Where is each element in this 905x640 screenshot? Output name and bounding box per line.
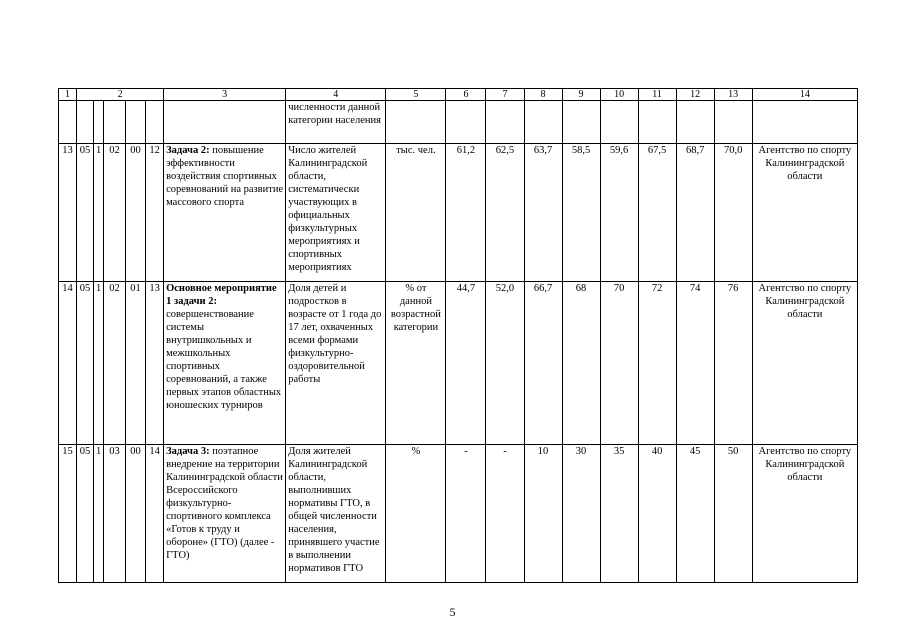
header-cell: 8	[524, 89, 562, 101]
value-cell: 74	[676, 282, 714, 445]
code-cell: 1	[94, 144, 104, 282]
code-cell: 13	[59, 144, 77, 282]
task-title: Задача 3:	[166, 446, 210, 457]
indicator-cell: Число жителей Калининградской области, систематически участвующих в официальных физкультурных мероприятиях и спортивных мероприятиях	[286, 144, 386, 282]
header-cell: 1	[59, 89, 77, 101]
task-title: Основное мероприятие 1 задачи 2:	[166, 283, 277, 307]
value-cell: 50	[714, 445, 752, 583]
header-cell: 3	[164, 89, 286, 101]
value-cell: 52,0	[486, 282, 524, 445]
header-row	[59, 89, 858, 101]
value-cell: -	[446, 445, 486, 583]
value-cell: 62,5	[486, 144, 524, 282]
header-cell: 10	[600, 89, 638, 101]
header-cell: 14	[752, 89, 857, 101]
executor-cell: Агентство по спорту Калининградской области	[752, 144, 857, 282]
code-cell: 1	[94, 445, 104, 583]
code-cell: 14	[59, 282, 77, 445]
value-cell: 30	[562, 445, 600, 583]
indicator-cell: численности данной категории населения	[286, 101, 386, 144]
executor-cell: Агентство по спорту Калининградской области	[752, 445, 857, 583]
value-cell: 10	[524, 445, 562, 583]
name-cell	[164, 282, 286, 445]
unit-cell: %	[386, 445, 446, 583]
indicator-cell: Доля детей и подростков в возрасте от 1 года до 17 лет, охваченных всеми формами физкультурно-оздоровительной работы	[286, 282, 386, 445]
task-title: Задача 2:	[166, 145, 210, 156]
unit-cell: тыс. чел.	[386, 144, 446, 282]
header-cell: 2	[77, 89, 164, 101]
executor-cell: Агентство по спорту Калининградской области	[752, 282, 857, 445]
code-cell: 00	[126, 144, 146, 282]
code-cell: 02	[104, 144, 126, 282]
value-cell: 59,6	[600, 144, 638, 282]
value-cell: 44,7	[446, 282, 486, 445]
code-cell: 02	[104, 282, 126, 445]
code-cell: 13	[146, 282, 164, 445]
code-cell: 05	[77, 144, 94, 282]
code-cell: 15	[59, 445, 77, 583]
value-cell: 67,5	[638, 144, 676, 282]
header-cell: 7	[486, 89, 524, 101]
page-number: 5	[449, 605, 456, 619]
code-cell: 01	[126, 282, 146, 445]
task-description: поэтапное внедрение на территории Калининградской области Всероссийского физкультурно-спортивного комплекса «Готов к труду и обороне» (ГТО) (далее - ГТО)	[166, 446, 283, 561]
code-cell: 14	[146, 445, 164, 583]
value-cell: 58,5	[562, 144, 600, 282]
value-cell: 72	[638, 282, 676, 445]
task-description: повышение эффективности воздействия спортивных соревнований на развитие массового спорта	[166, 145, 284, 208]
value-cell: 40	[638, 445, 676, 583]
name-cell	[164, 445, 286, 583]
table-row	[59, 282, 858, 445]
header-cell: 12	[676, 89, 714, 101]
code-cell: 05	[77, 445, 94, 583]
value-cell: 70,0	[714, 144, 752, 282]
unit-cell: % от данной возрастной категории	[386, 282, 446, 445]
header-cell: 11	[638, 89, 676, 101]
header-cell: 4	[286, 89, 386, 101]
value-cell: 70	[600, 282, 638, 445]
header-cell: 6	[446, 89, 486, 101]
header-cell: 9	[562, 89, 600, 101]
table-row	[59, 445, 858, 583]
program-table	[58, 88, 858, 583]
value-cell: 35	[600, 445, 638, 583]
value-cell: 63,7	[524, 144, 562, 282]
value-cell: 66,7	[524, 282, 562, 445]
code-cell: 05	[77, 282, 94, 445]
table-row	[59, 144, 858, 282]
value-cell: 68,7	[676, 144, 714, 282]
code-cell: 03	[104, 445, 126, 583]
header-cell: 5	[386, 89, 446, 101]
indicator-cell: Доля жителей Калининградской области, выполнивших нормативы ГТО, в общей численности населения, принявшего участие в выполнении нормативов ГТО	[286, 445, 386, 583]
value-cell: 61,2	[446, 144, 486, 282]
header-cell: 13	[714, 89, 752, 101]
value-cell: 45	[676, 445, 714, 583]
task-description: совершенствование системы внутришкольных и межшкольных спортивных соревнований, а также первых этапов областных юношеских турниров	[166, 309, 282, 411]
name-cell	[164, 144, 286, 282]
value-cell: 68	[562, 282, 600, 445]
code-cell: 12	[146, 144, 164, 282]
value-cell: -	[486, 445, 524, 583]
code-cell: 00	[126, 445, 146, 583]
value-cell: 76	[714, 282, 752, 445]
continuation-row	[59, 101, 858, 144]
code-cell: 1	[94, 282, 104, 445]
